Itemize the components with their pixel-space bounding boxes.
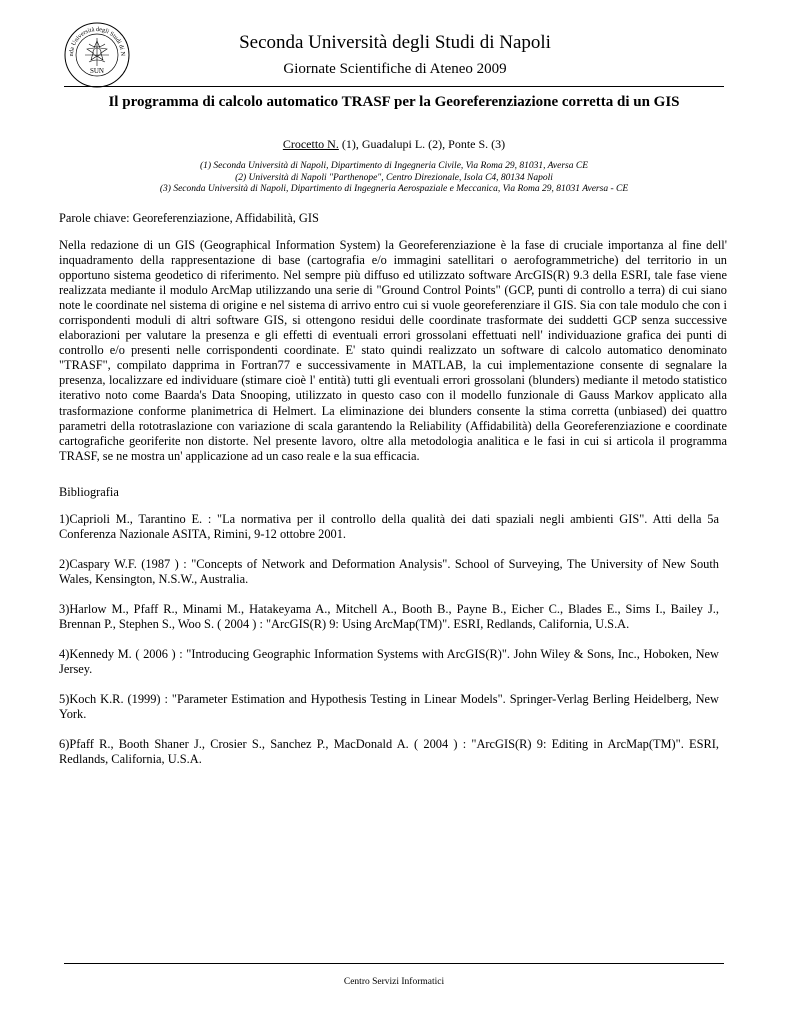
author-list [64, 137, 724, 152]
seal-abbreviation: SUN [89, 67, 105, 75]
abstract-paragraph: Nella redazione di un GIS (Geographical Information System) la Georeferenziazione è la fase di cruciale importanza al fine dell' inquadramento della rappresentazione di base (cartografia e/o immagini satellitari o aerofogrammetriche) del territorio in un opportuno sistema geodetico di riferimento. Nel sempre più diffuso ed utilizzato software ArcGIS(R) 9.3 della ESRI, tale fase viene realizzata mediante il modulo ArcMap utilizzando una serie di "Ground Control Points" (GCP, punti di controllo a terra) di cui siano note le coordinate nel sistema di origine e nel sistema di arrivo entro cui si vuole georeferenziare il GIS. Sia con tale modulo che con i corrispondenti moduli di altri software GIS, si ottengono residui delle coordinate trasformate dei suddetti GCP senza successive elaborazioni per valutare la presenza e gli effetti di eventuali errori grossolani effettuati nell' individuazione grafica dei punti di controllo e/o presenti nelle corrispondenti coordinate. E' stato quindi realizzato un software di calcolo automatico denominato "TRASF", compilato dapprima in Fortran77 e successivamente in MATLAB, la cui implementazione consente di segnalare la presenza, localizzare ed individuare (stimare cioè l' entità) tutti gli eventuali errori grossolani (blunders) mediante il metodo statistico iterativo noto come Baarda's Data Snooping, utilizzato in questo caso con il modello funzionale di Gauss Markov applicato alla trasformazione conforme planimetrica di Helmert. La eliminazione dei blunders consente la stima corretta (unbiased) dei quattro parametri della rototraslazione con variazione di scala garantendo la Reliability (Affidabilità) della Georeferenziazione e coordinate cartografiche georiferite non distorte. Nel presente lavoro, oltre alla metodologia analitica e le fasi in cui si articola il programma TRASF, se ne mostra un' applicazione ad un caso reale e la sua efficacia. [59, 238, 727, 463]
corresponding-author: Crocetto N. [282, 137, 339, 151]
affiliation-2: (2) Università di Napoli "Parthenope", Centro Direzionale, Isola C4, 80134 Napoli [235, 172, 553, 183]
reference-item: 6)Pfaff R., Booth Shaner J., Crosier S., Sanchez P., MacDonald A. ( 2004 ) : "ArcGIS(R) 9: Editing in ArcMap(TM)". ESRI, Redlands, California, U.S.A. [59, 737, 719, 766]
reference-item: 4)Kennedy M. ( 2006 ) : "Introducing Geographic Information Systems with ArcGIS(R)". John Wiley & Sons, Inc., Hoboken, New Jersey. [59, 647, 719, 676]
university-name: Seconda Università degli Studi di Napoli [239, 32, 551, 53]
svg-text:Seconda Università degli Studi [64, 22, 126, 57]
co-authors: (1), Guadalupi L. (2), Ponte S. (3) [338, 137, 506, 151]
keywords: Parole chiave: Georeferenziazione, Affidabilità, GIS [59, 211, 319, 225]
affiliation-3: (3) Seconda Università di Napoli, Dipartimento di Ingegneria Aerospaziale e Meccanica, Via Roma 29, 81031 Aversa - CE [159, 184, 629, 194]
reference-item: 3)Harlow M., Pfaff R., Minami M., Hatakeyama A., Mitchell A., Booth B., Payne B., Eicher C., Blades E., Sims I., Bailey J., Brennan P., Stephen S., Woo S. ( 2004 ) : "ArcGIS(R) 9: Using ArcMap(TM)". ESRI, Redlands, California, U.S.A. [59, 602, 719, 631]
header-divider [64, 86, 724, 87]
reference-item: 2)Caspary W.F. (1987 ) : "Concepts of Network and Deformation Analysis". School of Surveying, The University of New South Wales, Kensington, N.S.W., Australia. [59, 557, 719, 586]
university-seal-logo [64, 22, 130, 88]
paper-title: Il programma di calcolo automatico TRASF per la Georeferenziazione corretta di un GIS [108, 94, 680, 110]
reference-item: 5)Koch K.R. (1999) : "Parameter Estimation and Hypothesis Testing in Linear Models". Springer-Verlag Berling Heidelberg, New York. [59, 692, 719, 721]
bibliography-heading: Bibliografia [59, 485, 119, 499]
seal-emblem [85, 38, 109, 66]
affiliation-1: (1) Seconda Università di Napoli, Dipartimento di Ingegneria Civile, Via Roma 29, 81031, Aversa CE [199, 161, 589, 171]
seal-ring-text: nda Università degli Studi di N [67, 25, 127, 57]
reference-list [59, 512, 719, 782]
affiliations [64, 161, 724, 196]
conference-name: Giornate Scientifiche di Ateneo 2009 [283, 61, 507, 77]
reference-item: 1)Caprioli M., Tarantino E. : "La normativa per il controllo della qualità dei dati spaziali negli ambienti GIS". Atti della 5a Conferenza Nazionale ASITA, Rimini, 9-12 ottobre 2001. [59, 512, 719, 541]
footer-text: Centro Servizi Informatici [343, 977, 445, 987]
footer-divider [64, 963, 724, 964]
